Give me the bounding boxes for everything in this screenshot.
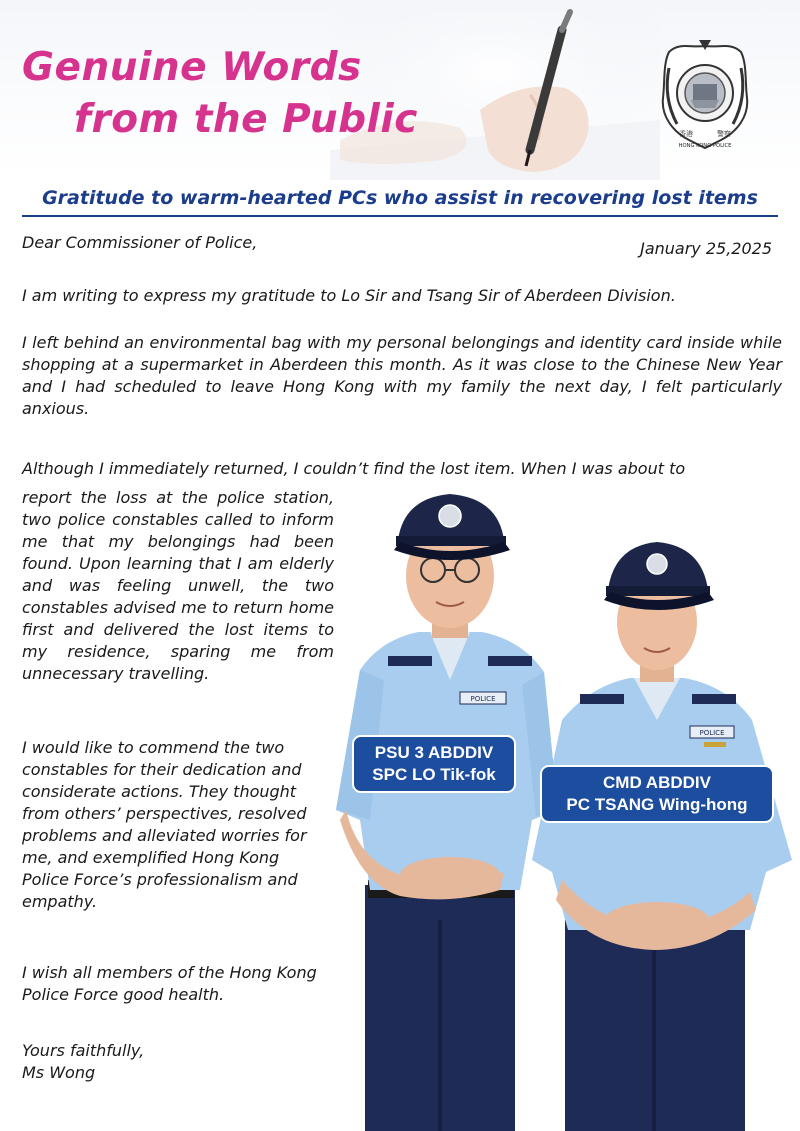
- letter-date: January 25,2025: [640, 239, 772, 258]
- letter-paragraph-5: I wish all members of the Hong Kong Police Force good health.: [22, 963, 317, 1004]
- emblem-right-text: 警察: [717, 130, 731, 138]
- header-banner: [0, 0, 800, 180]
- letter-paragraph-4: I would like to commend the two constables for their dedication and considerate actions. They thought from others’ perspectives, resolved problems and alleviated worries for me, and exemplified Hong Kong Police Force’s professionalism and empathy.: [22, 738, 307, 911]
- officer-lo-name: SPC LO Tik-fok: [372, 765, 496, 784]
- letter-paragraph-1: I am writing to express my gratitude to Lo Sir and Tsang Sir of Aberdeen Division.: [22, 286, 676, 305]
- title-line-2: from the Public: [74, 97, 418, 142]
- letter-paragraph-3: report the loss at the police station, two police constables called to inform me that my belongings had been found. Upon learning that I am elderly and was feeling unwell, the two constables advised me to return home first and delivered the lost items to my residence, sparing me from unnecessary travelling.: [22, 488, 334, 683]
- letter-paragraph-2: I left behind an environmental bag with my personal belongings and identity card inside while shopping at a supermarket in Aberdeen this month. As it was close to the Chinese New Year and I had scheduled to leave Hong Kong with my family the next day, I felt particularly anxious.: [22, 333, 782, 418]
- letter-closing: [22, 1040, 144, 1084]
- officer-tsang-unit: CMD ABDDIV: [603, 773, 711, 792]
- emblem-left-text: 香港: [679, 130, 693, 138]
- officer-tsang-name-badge: [540, 765, 774, 823]
- page-title: [22, 42, 418, 146]
- letter-paragraph-3-intro: Although I immediately returned, I couldn’t find the lost item. When I was about to: [22, 459, 686, 478]
- emblem-caption: HONG KONG POLICE: [678, 143, 732, 149]
- letter-salutation: Dear Commissioner of Police,: [22, 233, 258, 252]
- officer-tsang-name: PC TSANG Wing-hong: [566, 795, 748, 814]
- title-line-1: Genuine Words: [22, 45, 362, 90]
- closing-phrase: Yours faithfully,: [22, 1041, 145, 1060]
- signature: Ms Wong: [22, 1063, 96, 1082]
- officer-tsang-shoulder-badge: POLICE: [699, 729, 725, 737]
- letter-subtitle: Gratitude to warm-hearted PCs who assist in recovering lost items: [22, 187, 778, 217]
- officer-lo-figure: [336, 494, 558, 1131]
- officer-tsang-figure: [532, 542, 792, 1131]
- officer-lo-name-badge: [352, 735, 516, 793]
- officer-lo-unit: PSU 3 ABDDIV: [374, 743, 494, 762]
- police-emblem-icon: [655, 38, 755, 156]
- officer-lo-shoulder-badge: POLICE: [470, 695, 496, 703]
